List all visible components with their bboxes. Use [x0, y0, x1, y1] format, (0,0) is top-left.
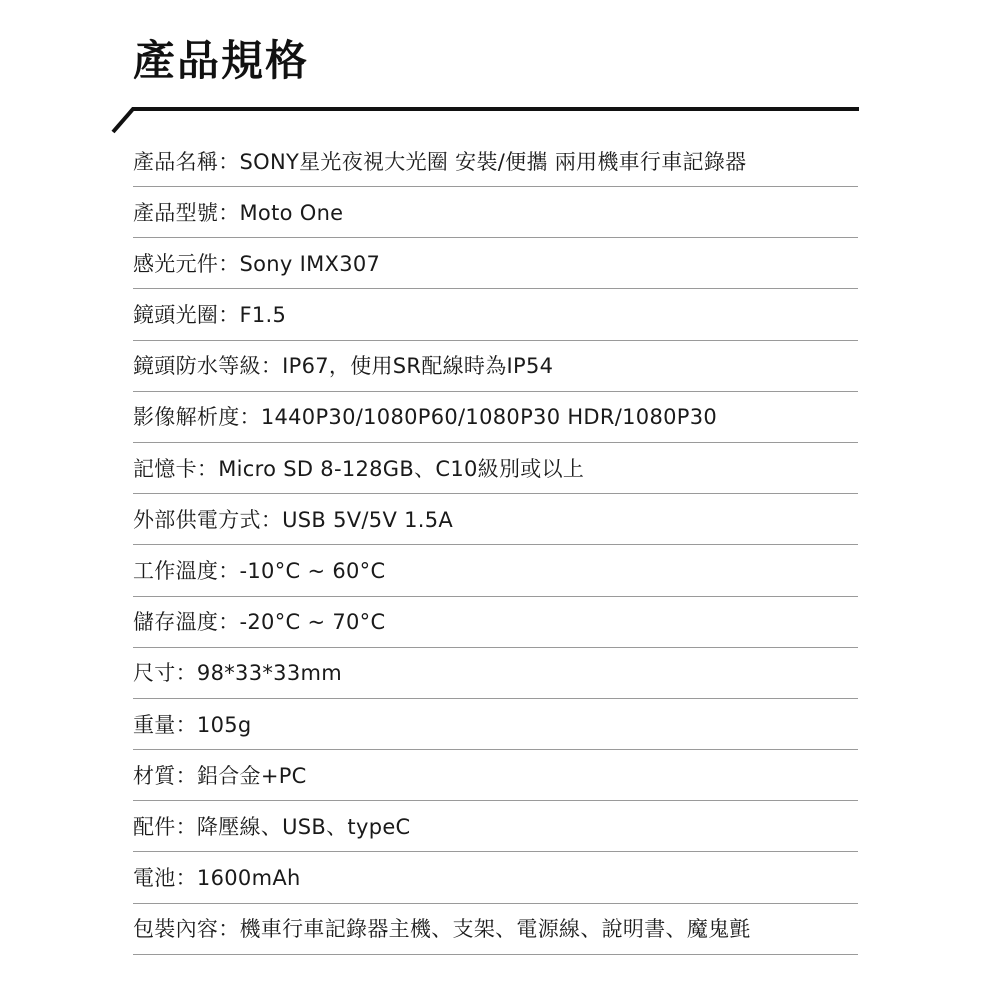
- spec-row: [133, 137, 858, 187]
- spec-row: [133, 393, 858, 443]
- spec-value: 98*33*33mm: [196, 661, 342, 686]
- spec-separator: ：: [218, 251, 240, 276]
- header-divider: [111, 104, 861, 134]
- spec-row: [133, 854, 858, 904]
- spec-row: [133, 342, 858, 392]
- spec-row: [133, 291, 858, 341]
- spec-row: [133, 649, 858, 699]
- spec-value: SONY星光夜視大光圈 安裝/便攜 兩用機車行車記錄器: [239, 149, 747, 174]
- spec-label: 尺寸: [133, 661, 176, 686]
- spec-label: 儲存溫度: [133, 610, 219, 635]
- spec-separator: ：: [175, 814, 197, 839]
- spec-row: [133, 802, 858, 852]
- spec-label: 包裝內容: [133, 917, 219, 942]
- spec-separator: ：: [218, 610, 240, 635]
- spec-separator: ：: [239, 405, 261, 430]
- spec-row: [133, 700, 858, 750]
- spec-separator: ：: [218, 149, 240, 174]
- spec-list: [133, 137, 858, 956]
- spec-row: [133, 598, 858, 648]
- spec-separator: ：: [175, 866, 197, 891]
- spec-separator: ：: [175, 712, 197, 737]
- spec-row: [133, 905, 858, 955]
- spec-row: [133, 239, 858, 289]
- spec-label: 外部供電方式: [133, 507, 261, 532]
- spec-label: 材質: [133, 763, 176, 788]
- spec-separator: ：: [175, 661, 197, 686]
- page-title: 產品規格: [133, 36, 310, 85]
- spec-value: 機車行車記錄器主機、支架、電源線、說明書、魔鬼氈: [239, 917, 751, 942]
- spec-value: 1600mAh: [196, 866, 301, 891]
- spec-separator: ：: [218, 200, 240, 225]
- spec-label: 記憶卡: [133, 456, 197, 481]
- spec-separator: ：: [196, 456, 219, 481]
- spec-separator: ：: [260, 354, 283, 379]
- spec-label: 鏡頭光圈: [133, 303, 219, 328]
- spec-label: 電池: [133, 866, 176, 891]
- spec-separator: ：: [218, 917, 240, 942]
- spec-value: 降壓線、USB、typeC: [196, 814, 411, 839]
- spec-row: [133, 495, 858, 545]
- spec-value: Moto One: [239, 200, 344, 225]
- spec-value: 1440P30/1080P60/1080P30 HDR/1080P30: [260, 405, 718, 430]
- spec-row: [133, 751, 858, 801]
- spec-row: [133, 188, 858, 238]
- spec-label: 重量: [133, 712, 176, 737]
- spec-row: [133, 547, 858, 597]
- spec-value: -10°C ~ 60°C: [239, 559, 386, 583]
- spec-separator: ：: [218, 559, 240, 583]
- spec-label: 感光元件: [133, 251, 219, 276]
- spec-value: -20°C ~ 70°C: [239, 610, 386, 635]
- spec-separator: ：: [260, 507, 283, 532]
- spec-value: 鋁合金+PC: [196, 763, 307, 788]
- spec-separator: ：: [218, 303, 240, 328]
- spec-value: USB 5V/5V 1.5A: [282, 507, 454, 532]
- spec-label: 影像解析度: [133, 405, 240, 430]
- spec-label: 產品名稱: [133, 149, 219, 174]
- spec-value: F1.5: [239, 303, 287, 328]
- spec-row: [133, 444, 858, 494]
- spec-label: 工作溫度: [133, 559, 219, 583]
- spec-value: IP67，使用SR配線時為IP54: [282, 354, 554, 379]
- spec-value: 105g: [196, 712, 252, 737]
- spec-value: Micro SD 8-128GB、C10級別或以上: [218, 456, 585, 481]
- spec-separator: ：: [175, 763, 197, 788]
- spec-label: 鏡頭防水等級: [133, 354, 261, 379]
- spec-value: Sony IMX307: [239, 251, 381, 276]
- spec-label: 配件: [133, 814, 176, 839]
- spec-label: 產品型號: [133, 200, 219, 225]
